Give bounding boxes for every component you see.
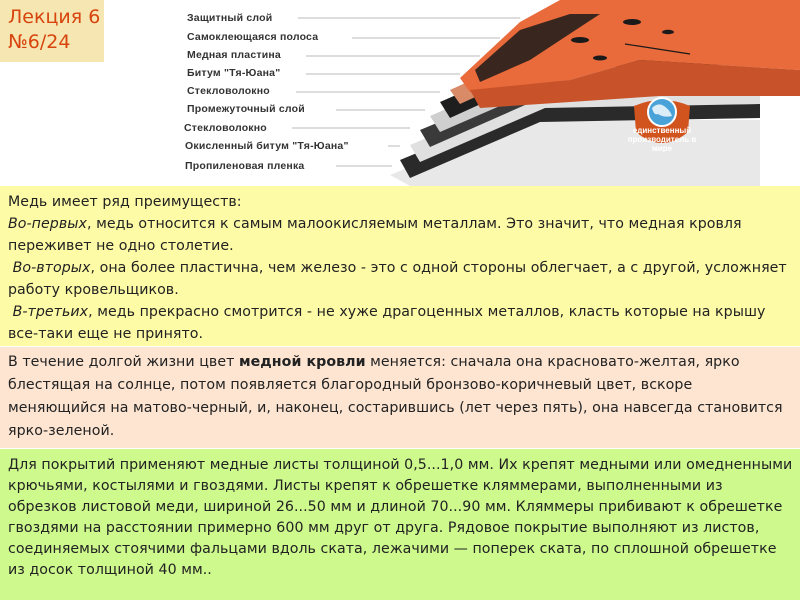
- layer-label: Битум "Тя-Юана": [187, 67, 281, 79]
- advantage-2-text: , она более пластична, чем железо - это с одной стороны облегчает, а с другой, усложняет работу кровельщиков.: [8, 260, 787, 298]
- advantage-3: [8, 301, 794, 345]
- advantages-intro: Медь имеет ряд преимуществ:: [8, 194, 242, 210]
- color-change-bold: медной кровли: [238, 354, 366, 370]
- lecture-badge: [0, 0, 104, 62]
- layer-label: Медная пластина: [187, 49, 281, 61]
- installation-text: Для покрытий применяют медные листы толщиной 0,5...1,0 мм. Их крепят медными или омедненными крючьями, костылями и гвоздями. Листы крепят к обрешетке кляммерами, выполненными из обрезков листовой меди, шириной 26...50 мм и длиной 70...90 мм. Кляммеры прибивают к обрешетке гвоздями на расстоянии примерно 600 мм друг от друга. Рядовое покрытие выполняют из листов, соединяемых стоячими фальцами вдоль ската, лежачими — поперек ската, по сплошной обрешетке из досок толщиной 40 мм..: [8, 457, 793, 578]
- color-change-text: [8, 351, 794, 443]
- layer-label: Стекловолокно: [184, 122, 267, 134]
- lecture-number: №6/24: [8, 31, 71, 53]
- roofing-layers-figure: [0, 0, 800, 186]
- advantage-1-text: , медь относится к самым малоокисляемым металлам. Это значит, что медная кровля переживет не одно столетие.: [8, 216, 742, 254]
- advantages-block: [0, 186, 800, 346]
- color-change-before: В течение долгой жизни цвет: [8, 354, 239, 370]
- advantage-3-text: , медь прекрасно смотрится - не хуже драгоценных металлов, класть которые на крышу все-таки еще не принято.: [8, 304, 766, 342]
- layer-label: Стекловолокно: [187, 85, 270, 97]
- installation-block: [0, 449, 800, 600]
- advantage-1: [8, 213, 794, 257]
- color-change-after: меняется: сначала она красновато-желтая, ярко блестящая на солнце, потом появляется благородный бронзово-коричневый цвет, вскоре меняющийся на матово-черный, и, наконец, состарившись (лет через пять), она навсегда становится ярко-зеленой.: [8, 354, 783, 439]
- advantage-1-lead: Во-первых: [8, 216, 87, 232]
- color-change-block: [0, 347, 800, 448]
- lecture-title: Лекция 6: [8, 6, 101, 28]
- layer-label: Окисленный битум "Тя-Юана": [185, 140, 349, 152]
- advantage-3-lead: В-третьих: [12, 304, 89, 320]
- layer-label: Промежуточный слой: [187, 103, 305, 115]
- advantage-2: [8, 257, 794, 301]
- advantage-2-lead: Во-вторых: [12, 260, 91, 276]
- layer-label: Пропиленовая пленка: [185, 160, 305, 172]
- seal-text: единственный производитель в мире: [627, 126, 697, 153]
- layer-label: Самоклеющаяся полоса: [187, 31, 319, 43]
- layer-label: Защитный слой: [187, 12, 273, 24]
